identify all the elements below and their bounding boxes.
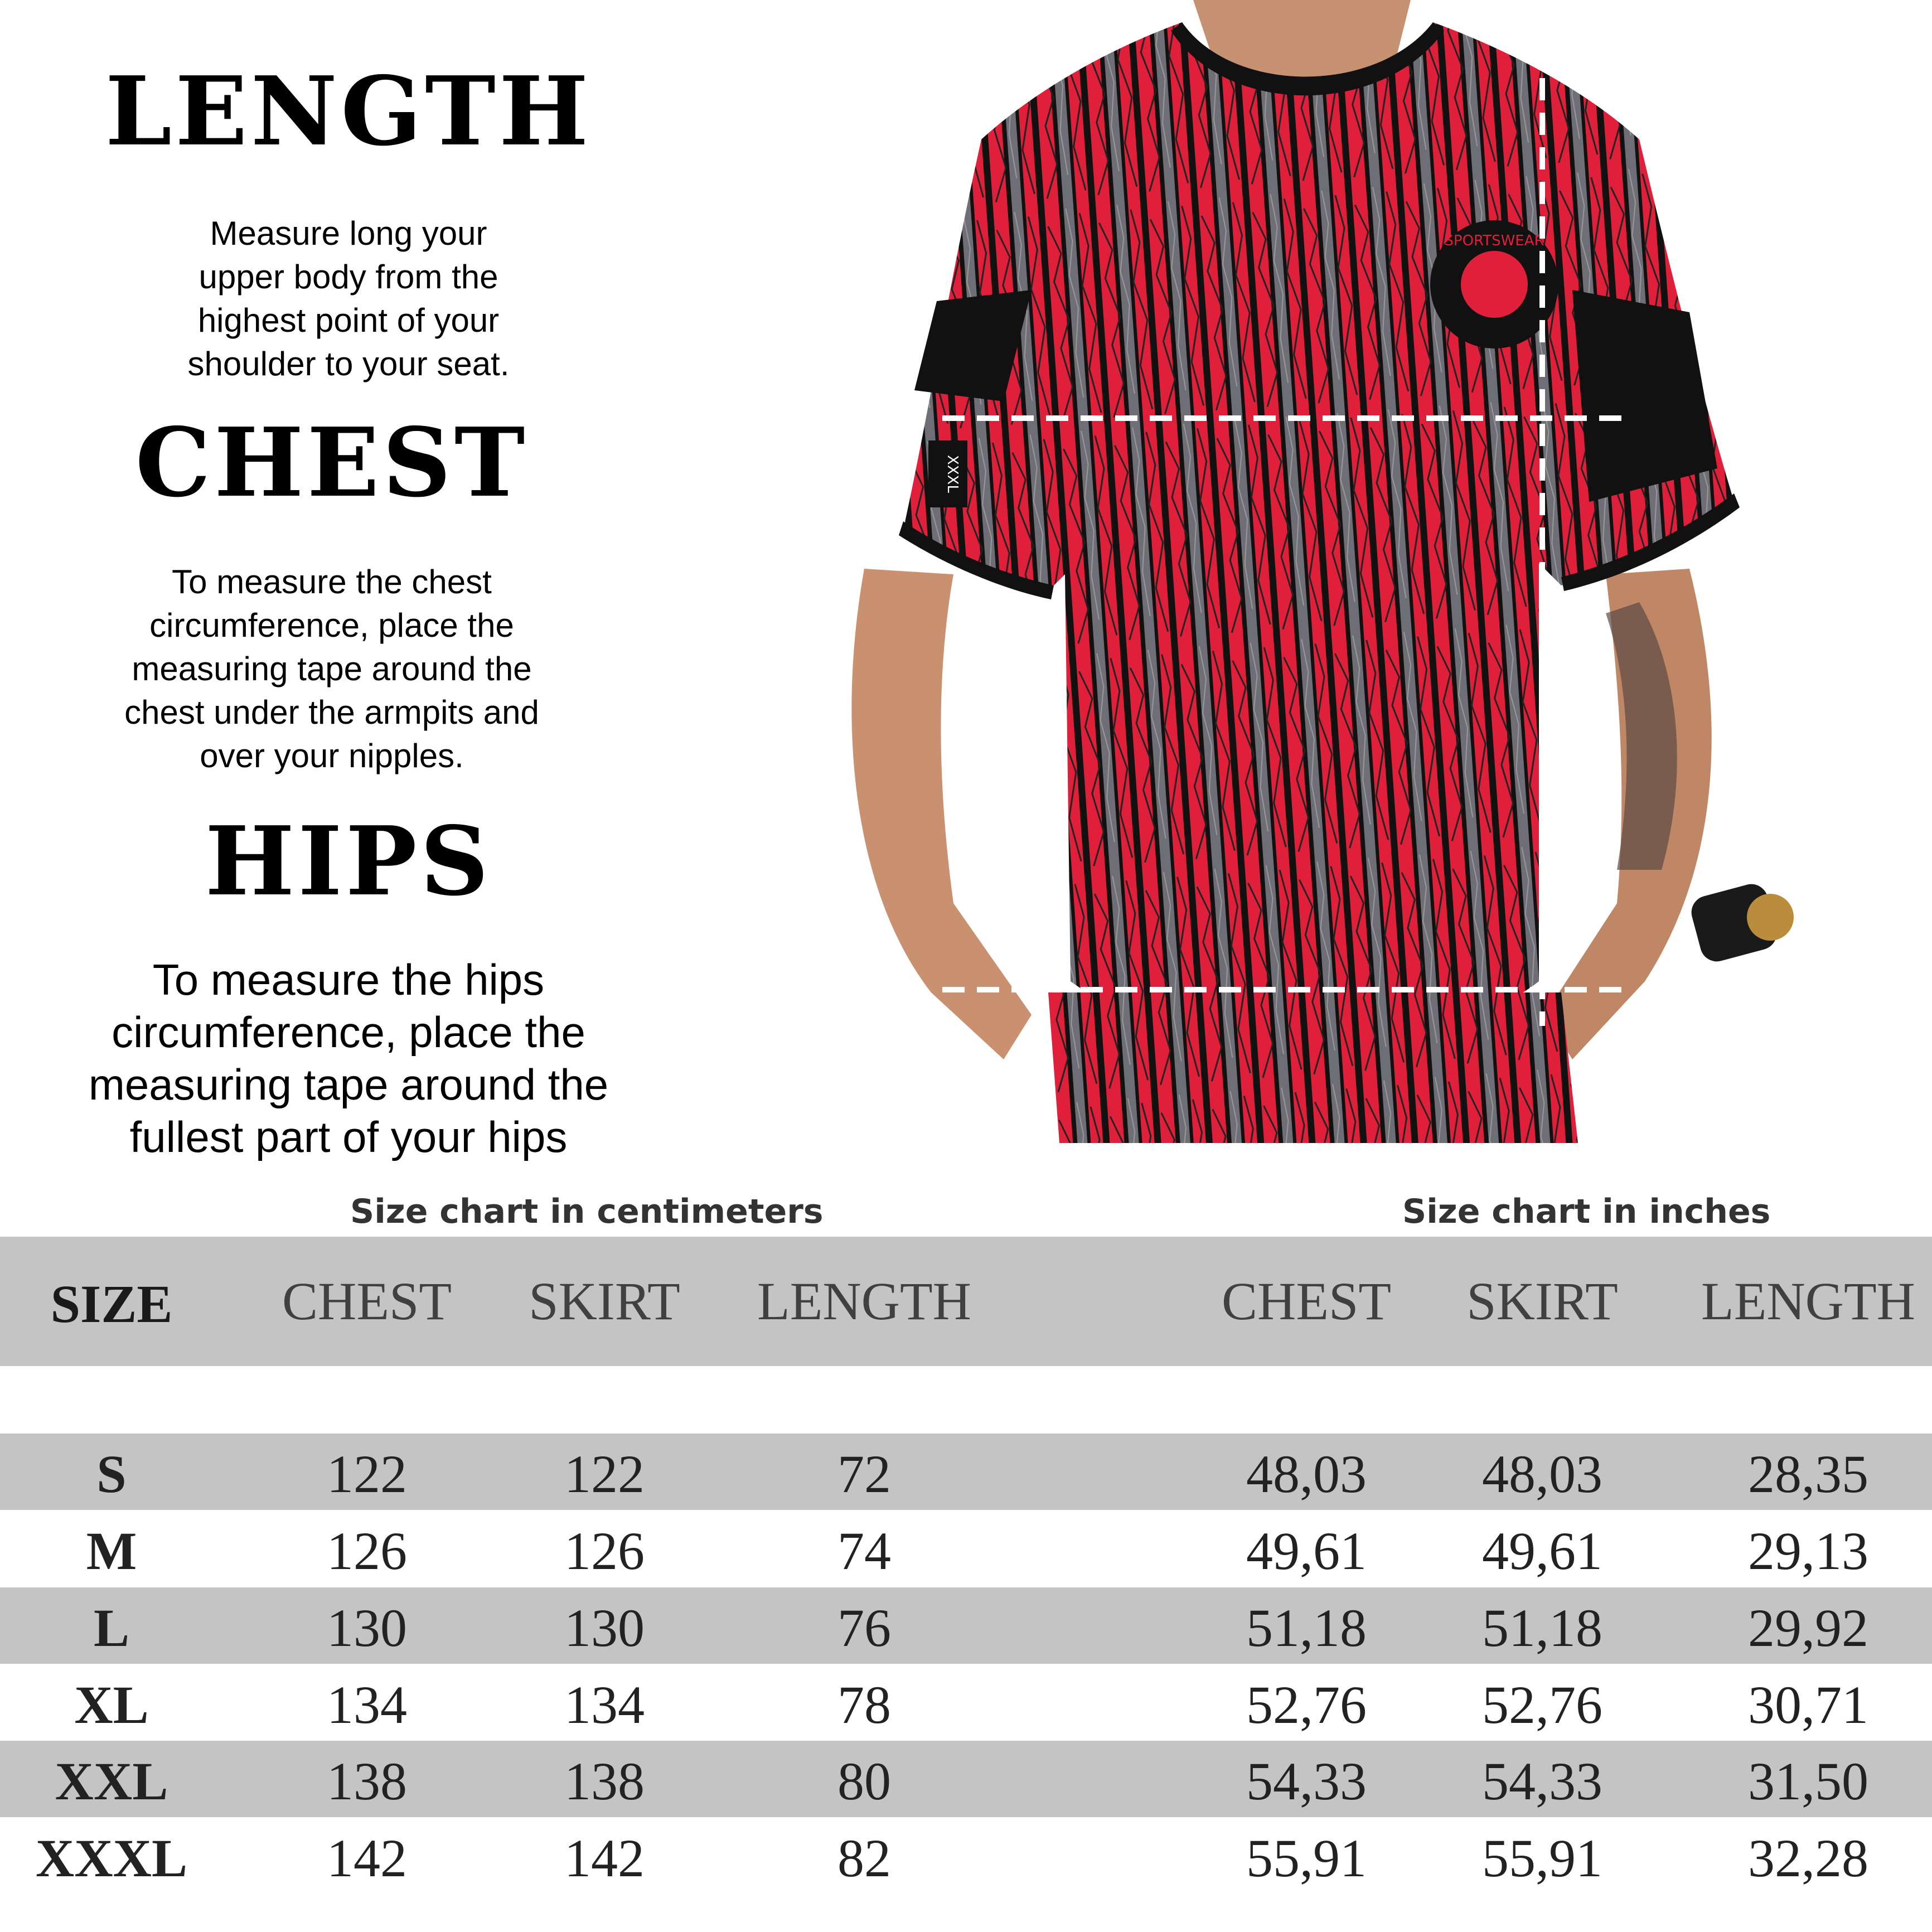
- chest-cm: 138: [327, 1751, 407, 1811]
- chest-in: 48,03: [1246, 1444, 1367, 1504]
- length-in: 28,35: [1748, 1444, 1868, 1504]
- sleeve-label: XXXL: [944, 455, 961, 493]
- hips-heading: HIPS: [205, 806, 492, 917]
- skirt-in: 49,61: [1482, 1521, 1602, 1581]
- size-label: XXL: [55, 1751, 168, 1811]
- row-band-xxl: [0, 1741, 1932, 1817]
- skirt-cm: 130: [564, 1598, 645, 1658]
- length-in: 29,13: [1748, 1521, 1868, 1581]
- length-description: Measure long your upper body from the highest point of your shoulder to your seat.: [187, 215, 510, 382]
- length-in: 30,71: [1748, 1675, 1868, 1735]
- size-label: S: [96, 1444, 127, 1504]
- length-cm: 82: [837, 1828, 891, 1888]
- sportswear-badge: [1430, 220, 1558, 348]
- skirt-cm: 138: [564, 1751, 645, 1811]
- right-sleeve-panel: [1572, 290, 1717, 502]
- skirt-in: 48,03: [1482, 1444, 1602, 1504]
- skirt-in: 54,33: [1482, 1751, 1602, 1811]
- header-length-cm: LENGTH: [757, 1271, 971, 1331]
- length-cm: 76: [837, 1598, 891, 1658]
- length-heading: LENGTH: [105, 56, 592, 167]
- size-label: XXXL: [35, 1828, 188, 1888]
- chest-in: 55,91: [1246, 1828, 1367, 1888]
- length-cm: 72: [837, 1444, 891, 1504]
- skirt-in: 55,91: [1482, 1828, 1602, 1888]
- skirt-cm: 122: [564, 1444, 645, 1504]
- header-length-in: LENGTH: [1701, 1271, 1915, 1331]
- length-guide: [0, 56, 697, 386]
- skirt-in: 52,76: [1482, 1675, 1602, 1735]
- chest-guide: [0, 407, 680, 778]
- length-in: 29,92: [1748, 1598, 1868, 1658]
- chest-description: To measure the chest circumference, place the measuring tape around the chest under the armpits and over your nipples.: [124, 563, 539, 774]
- chest-in: 49,61: [1246, 1521, 1367, 1581]
- skirt-cm: 134: [564, 1675, 645, 1735]
- header-size: SIZE: [50, 1274, 173, 1334]
- chest-in: 51,18: [1246, 1598, 1367, 1658]
- row-band-s: [0, 1434, 1932, 1510]
- product-photo: [769, 0, 1801, 1143]
- chest-cm: 130: [327, 1598, 407, 1658]
- caption-centimeters: Size chart in centimeters: [350, 1192, 824, 1231]
- chest-cm: 142: [327, 1828, 407, 1888]
- chest-in: 52,76: [1246, 1675, 1367, 1735]
- length-in: 31,50: [1748, 1751, 1868, 1811]
- skirt-cm: 142: [564, 1828, 645, 1888]
- chest-cm: 126: [327, 1521, 407, 1581]
- header-chest-in: CHEST: [1221, 1271, 1392, 1331]
- row-band-l: [0, 1587, 1932, 1664]
- header-chest-cm: CHEST: [282, 1271, 452, 1331]
- skirt-cm: 126: [564, 1521, 645, 1581]
- length-cm: 74: [837, 1521, 891, 1581]
- length-cm: 80: [837, 1751, 891, 1811]
- header-skirt-in: SKIRT: [1466, 1271, 1618, 1331]
- size-label: M: [86, 1521, 137, 1581]
- chest-cm: 134: [327, 1675, 407, 1735]
- size-label: XL: [74, 1675, 149, 1735]
- size-label: L: [93, 1598, 130, 1658]
- chest-in: 54,33: [1246, 1751, 1367, 1811]
- caption-inches: Size chart in inches: [1402, 1192, 1771, 1231]
- skirt-in: 51,18: [1482, 1598, 1602, 1658]
- svg-text:SPORTSWEAR: SPORTSWEAR: [1444, 233, 1544, 249]
- t-shirt: [903, 22, 1734, 1044]
- length-in: 32,28: [1748, 1828, 1868, 1888]
- chest-heading: CHEST: [135, 407, 529, 519]
- hips-guide: [0, 806, 697, 1163]
- hips-description: To measure the hips circumference, place the measuring tape around the fullest part of your hips: [88, 955, 609, 1161]
- chest-cm: 122: [327, 1444, 407, 1504]
- left-arm: [851, 569, 1032, 1059]
- length-cm: 78: [837, 1675, 891, 1735]
- header-skirt-cm: SKIRT: [529, 1271, 680, 1331]
